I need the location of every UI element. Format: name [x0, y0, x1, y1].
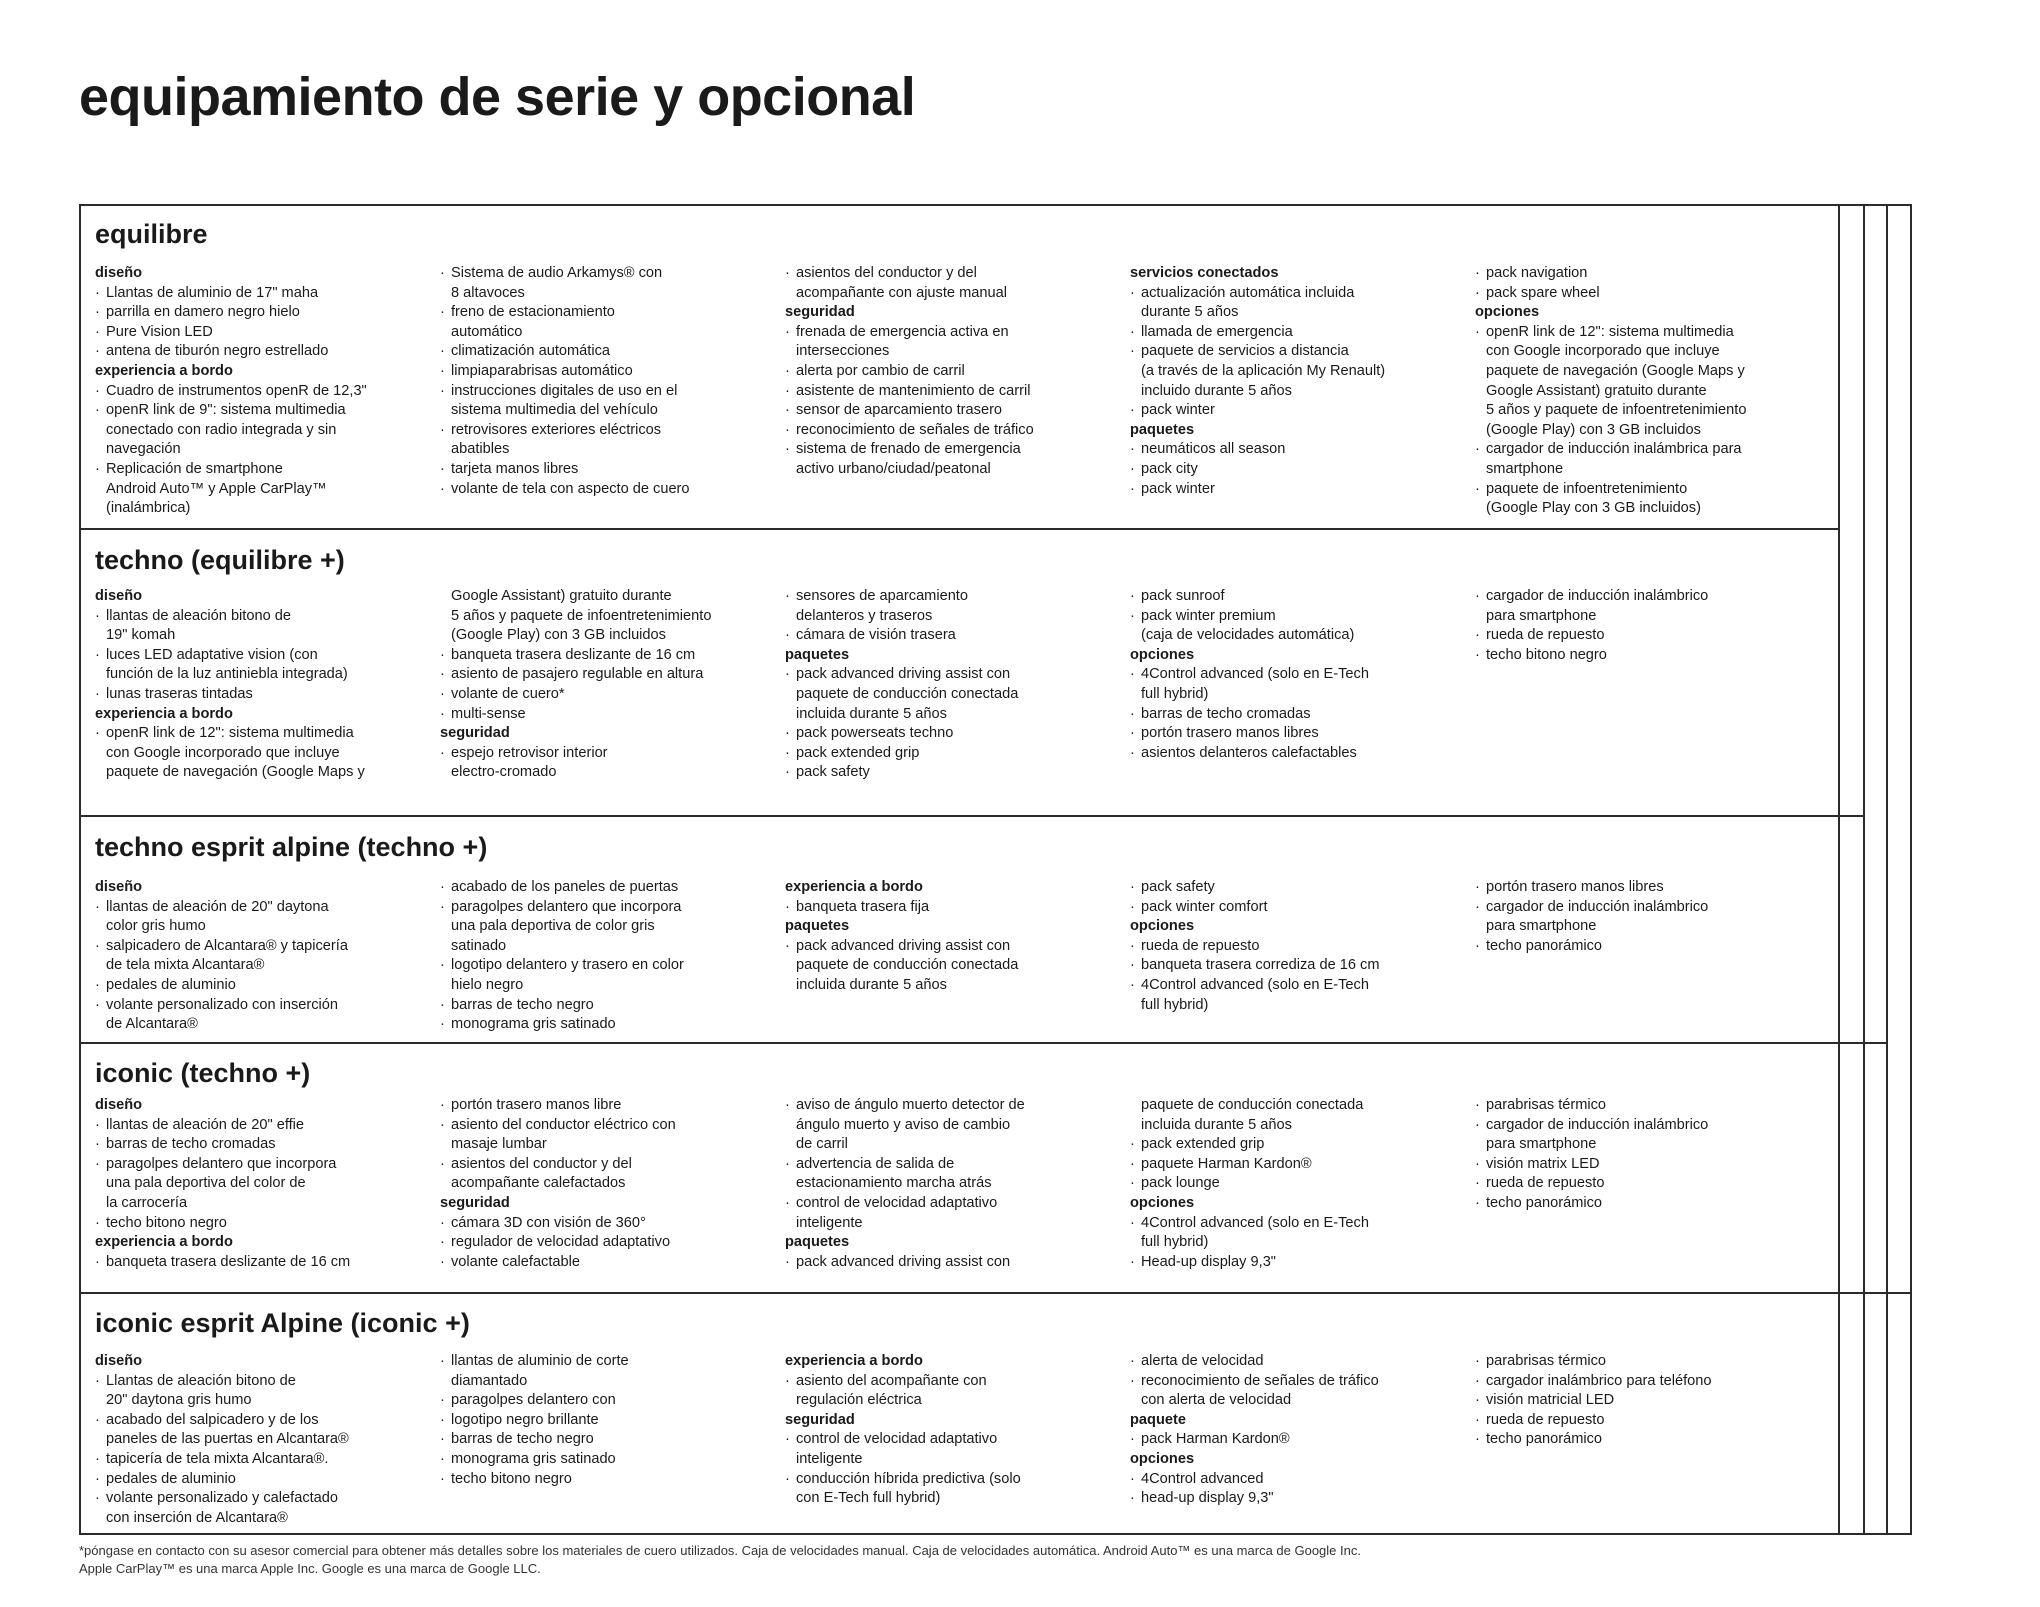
feature-item: · reconocimiento de señales de tráfico con alerta de velocidad	[1130, 1372, 1450, 1411]
feature-item: · actualización automática incluida durante 5 años	[1130, 284, 1450, 323]
feature-item: · pack winter comfort	[1130, 898, 1450, 918]
category-heading: experiencia a bordo	[785, 879, 923, 895]
divider-equilibre	[79, 528, 1840, 530]
divider-techno	[79, 815, 1865, 817]
feature-item: · barras de techo negro	[440, 1430, 760, 1450]
feature-item: · espejo retrovisor interior electro-cromado	[440, 744, 760, 783]
feature-item: · llantas de aleación de 20" daytona color gris humo	[95, 898, 415, 937]
feature-item: · Pure Vision LED	[95, 323, 415, 343]
feature-item: · asiento del acompañante con regulación eléctrica	[785, 1372, 1105, 1411]
feature-item: paquete de conducción conectada incluida durante 5 años	[1141, 1097, 1364, 1133]
footnote	[79, 1542, 1839, 1578]
feature-item: · paragolpes delantero que incorpora una pala deportiva del color de la carrocería	[95, 1155, 415, 1214]
feature-item: · asistente de mantenimiento de carril	[785, 382, 1105, 402]
feature-item: · techo bitono negro	[1475, 646, 1795, 666]
feature-item: · openR link de 12": sistema multimedia con Google incorporado que incluye paquete de navegación (Google Maps y Google Assistant) gratuito durante 5 años y paquete de infoentretenimiento (Google Play) con 3 GB incluidos	[1475, 323, 1795, 441]
feature-item: · retrovisores exteriores eléctricos abatibles	[440, 421, 760, 460]
feature-item: · openR link de 12": sistema multimedia con Google incorporado que incluye paquete de navegación (Google Maps y	[95, 724, 415, 783]
feature-item: · cargador de inducción inalámbrico para smartphone	[1475, 898, 1795, 937]
feature-item: · logotipo negro brillante	[440, 1411, 760, 1431]
feature-item: · parabrisas térmico	[1475, 1352, 1795, 1372]
feature-item: · asiento de pasajero regulable en altura	[440, 665, 760, 685]
feature-column	[1475, 878, 1795, 956]
feature-item: · aviso de ángulo muerto detector de ángulo muerto y aviso de cambio de carril	[785, 1096, 1105, 1155]
feature-item: · cámara 3D con visión de 360°	[440, 1214, 760, 1234]
feature-item: · limpiaparabrisas automático	[440, 362, 760, 382]
feature-item: · 4Control advanced (solo en E-Tech full hybrid)	[1130, 976, 1450, 1015]
feature-column	[95, 1096, 415, 1272]
category-heading: diseño	[95, 1353, 143, 1369]
feature-column	[785, 878, 1105, 996]
feature-item: · pack powerseats techno	[785, 724, 1105, 744]
category-heading: experiencia a bordo	[95, 1234, 233, 1251]
feature-column	[1475, 1352, 1795, 1450]
feature-item: · head-up display 9,3"	[1130, 1489, 1450, 1509]
feature-item: · multi-sense	[440, 705, 760, 725]
feature-item: · control de velocidad adaptativo inteligente	[785, 1194, 1105, 1233]
category-heading: paquetes	[785, 1234, 850, 1251]
feature-item: · instrucciones digitales de uso en el sistema multimedia del vehículo	[440, 382, 760, 421]
feature-item: · techo bitono negro	[440, 1470, 760, 1490]
feature-column	[1130, 878, 1450, 1015]
feature-item: · techo panorámico	[1475, 937, 1795, 957]
feature-item: · pack extended grip	[1130, 1135, 1450, 1155]
feature-item: · barras de techo cromadas	[95, 1135, 415, 1155]
category-heading: diseño	[95, 588, 143, 604]
feature-item: · portón trasero manos libre	[440, 1096, 760, 1116]
category-heading: opciones	[1130, 1194, 1195, 1211]
feature-item: · paragolpes delantero con	[440, 1391, 760, 1411]
feature-item: · cámara de visión trasera	[785, 626, 1105, 646]
feature-item: · acabado de los paneles de puertas	[440, 878, 760, 898]
category-heading: servicios conectados	[1130, 265, 1279, 281]
category-heading: seguridad	[440, 1194, 510, 1211]
feature-item: · paquete de infoentretenimiento (Google Play con 3 GB incluidos)	[1475, 480, 1795, 519]
feature-item: · logotipo delantero y trasero en color hielo negro	[440, 956, 760, 995]
feature-item: · Sistema de audio Arkamys® con 8 altavoces	[440, 264, 760, 303]
feature-item: · paragolpes delantero que incorpora una pala deportiva de color gris satinado	[440, 898, 760, 957]
feature-item: · visión matricial LED	[1475, 1391, 1795, 1411]
feature-column	[785, 1352, 1105, 1509]
feature-item: · pack lounge	[1130, 1174, 1450, 1194]
category-heading: paquetes	[1130, 421, 1195, 438]
feature-column	[1130, 587, 1450, 763]
category-heading: seguridad	[440, 725, 510, 742]
category-heading: paquetes	[785, 646, 850, 663]
section-title-techno-esprit-alpine: techno esprit alpine (techno +)	[95, 832, 488, 862]
feature-item: · volante personalizado con inserción de Alcantara®	[95, 996, 415, 1035]
feature-column	[1475, 264, 1795, 519]
feature-item: · 4Control advanced	[1130, 1470, 1450, 1490]
footnote-line: *póngase en contacto con su asesor comercial para obtener más detalles sobre los materiales de cuero utilizados. Caja de velocidades manual. Caja de velocidades automática. Android Auto™ es una marca de Google Inc.	[79, 1543, 1361, 1558]
feature-item: · volante de cuero*	[440, 685, 760, 705]
category-heading: opciones	[1130, 918, 1195, 935]
feature-item: · cargador de inducción inalámbrica para smartphone	[1475, 440, 1795, 479]
feature-item: · paquete de servicios a distancia (a través de la aplicación My Renault) incluido durante 5 años	[1130, 342, 1450, 401]
feature-item: · openR link de 9": sistema multimedia conectado con radio integrada y sin navegación	[95, 401, 415, 460]
feature-column	[95, 587, 415, 783]
feature-column	[95, 264, 415, 519]
feature-column	[95, 878, 415, 1035]
feature-item: · llamada de emergencia	[1130, 323, 1450, 343]
feature-item: · barras de techo negro	[440, 996, 760, 1016]
feature-item: · frenada de emergencia activa en intersecciones	[785, 323, 1105, 362]
feature-item: · cargador de inducción inalámbrico para smartphone	[1475, 1116, 1795, 1155]
feature-column	[1130, 1352, 1450, 1509]
feature-item: · barras de techo cromadas	[1130, 705, 1450, 725]
page-title: equipamiento de serie y opcional	[79, 67, 916, 127]
feature-item: · climatización automática	[440, 342, 760, 362]
category-heading: seguridad	[785, 304, 855, 321]
feature-item: · techo panorámico	[1475, 1430, 1795, 1450]
feature-item: · portón trasero manos libres	[1475, 878, 1795, 898]
feature-item: · techo bitono negro	[95, 1214, 415, 1234]
feature-item: · cargador inalámbrico para teléfono	[1475, 1372, 1795, 1392]
category-heading: diseño	[95, 879, 143, 895]
category-heading: seguridad	[785, 1411, 855, 1428]
footnote-line: Apple CarPlay™ es una marca Apple Inc. Google es una marca de Google LLC.	[79, 1561, 541, 1576]
feature-item: · pack winter	[1130, 480, 1450, 500]
feature-item: · pack navigation	[1475, 264, 1795, 284]
feature-item: · pack spare wheel	[1475, 284, 1795, 304]
feature-item: · conducción híbrida predictiva (solo con E-Tech full hybrid)	[785, 1470, 1105, 1509]
feature-item: · paquete Harman Kardon®	[1130, 1155, 1450, 1175]
feature-item: · control de velocidad adaptativo inteligente	[785, 1430, 1105, 1469]
feature-item: · pack advanced driving assist con paquete de conducción conectada incluida durante 5 años	[785, 937, 1105, 996]
section-title-iconic-esprit-alpine: iconic esprit Alpine (iconic +)	[95, 1308, 470, 1338]
category-heading: experiencia a bordo	[95, 705, 233, 722]
feature-item: · volante de tela con aspecto de cuero	[440, 480, 760, 500]
feature-column	[1475, 1096, 1795, 1214]
category-heading: opciones	[1130, 1450, 1195, 1467]
feature-item: · Replicación de smartphone Android Auto™ y Apple CarPlay™ (inalámbrica)	[95, 460, 415, 519]
feature-item: · rueda de repuesto	[1130, 937, 1450, 957]
feature-item: · cargador de inducción inalámbrico para smartphone	[1475, 587, 1795, 626]
feature-item: · lunas traseras tintadas	[95, 685, 415, 705]
feature-column	[95, 1352, 415, 1528]
feature-item: · volante calefactable	[440, 1253, 760, 1273]
feature-column	[440, 1096, 760, 1272]
feature-item: · pedales de aluminio	[95, 976, 415, 996]
feature-item: Google Assistant) gratuito durante 5 años y paquete de infoentretenimiento (Google Play) con 3 GB incluidos	[451, 588, 712, 644]
feature-item: · neumáticos all season	[1130, 440, 1450, 460]
feature-column	[785, 587, 1105, 783]
category-heading: experiencia a bordo	[95, 362, 233, 379]
feature-item: · banqueta trasera deslizante de 16 cm	[95, 1253, 415, 1273]
feature-item: · acabado del salpicadero y de los paneles de las puertas en Alcantara®	[95, 1411, 415, 1450]
feature-item: · 4Control advanced (solo en E-Tech full hybrid)	[1130, 1214, 1450, 1253]
feature-column	[1130, 264, 1450, 499]
divider-iconic	[79, 1292, 1912, 1294]
feature-item: · visión matrix LED	[1475, 1155, 1795, 1175]
feature-item: · Head-up display 9,3"	[1130, 1253, 1450, 1273]
feature-item: · pack city	[1130, 460, 1450, 480]
feature-item: · asiento del conductor eléctrico con masaje lumbar	[440, 1116, 760, 1155]
feature-item: · reconocimiento de señales de tráfico	[785, 421, 1105, 441]
feature-item: · tapicería de tela mixta Alcantara®.	[95, 1450, 415, 1470]
category-heading: paquetes	[785, 918, 850, 935]
category-heading: experiencia a bordo	[785, 1353, 923, 1369]
feature-item: · pedales de aluminio	[95, 1470, 415, 1490]
feature-item: · llantas de aleación de 20" effie	[95, 1116, 415, 1136]
feature-column	[785, 264, 1105, 480]
feature-item: · Cuadro de instrumentos openR de 12,3"	[95, 382, 415, 402]
feature-item: · monograma gris satinado	[440, 1450, 760, 1470]
feature-item: · sistema de frenado de emergencia activo urbano/ciudad/peatonal	[785, 440, 1105, 479]
section-title-iconic: iconic (techno +)	[95, 1058, 311, 1088]
category-heading: diseño	[95, 265, 143, 281]
feature-item: · Llantas de aleación bitono de 20" daytona gris humo	[95, 1372, 415, 1411]
feature-item: · luces LED adaptative vision (con función de la luz antiniebla integrada)	[95, 646, 415, 685]
feature-column	[440, 587, 760, 783]
feature-item: · tarjeta manos libres	[440, 460, 760, 480]
feature-item: · 4Control advanced (solo en E-Tech full hybrid)	[1130, 665, 1450, 704]
feature-item: · advertencia de salida de estacionamiento marcha atrás	[785, 1155, 1105, 1194]
feature-item: · pack safety	[1130, 878, 1450, 898]
feature-item: · pack winter	[1130, 401, 1450, 421]
feature-item: · parabrisas térmico	[1475, 1096, 1795, 1116]
feature-item: · rueda de repuesto	[1475, 1411, 1795, 1431]
feature-item: · rueda de repuesto	[1475, 1174, 1795, 1194]
feature-item: · banqueta trasera deslizante de 16 cm	[440, 646, 760, 666]
feature-item: · alerta por cambio de carril	[785, 362, 1105, 382]
feature-item: · parrilla en damero negro hielo	[95, 303, 415, 323]
feature-column	[440, 264, 760, 499]
feature-item: · alerta de velocidad	[1130, 1352, 1450, 1372]
feature-column	[1475, 587, 1795, 665]
feature-item: · salpicadero de Alcantara® y tapicería de tela mixta Alcantara®	[95, 937, 415, 976]
feature-item: · sensor de aparcamiento trasero	[785, 401, 1105, 421]
category-heading: paquete	[1130, 1411, 1186, 1428]
divider-techno-esprit-alpine	[79, 1042, 1888, 1044]
feature-item: · banqueta trasera corrediza de 16 cm	[1130, 956, 1450, 976]
feature-item: · asientos delanteros calefactables	[1130, 744, 1450, 764]
feature-item: · freno de estacionamiento automático	[440, 303, 760, 342]
category-heading: diseño	[95, 1097, 143, 1113]
feature-item: · pack sunroof	[1130, 587, 1450, 607]
category-heading: opciones	[1475, 304, 1540, 321]
feature-item: · regulador de velocidad adaptativo	[440, 1233, 760, 1253]
feature-item: · techo panorámico	[1475, 1194, 1795, 1214]
feature-column	[785, 1096, 1105, 1272]
feature-item: · portón trasero manos libres	[1130, 724, 1450, 744]
feature-item: · pack safety	[785, 763, 1105, 783]
section-title-equilibre: equilibre	[95, 219, 208, 249]
category-heading: opciones	[1130, 646, 1195, 663]
section-title-techno: techno (equilibre +)	[95, 545, 345, 575]
feature-item: · antena de tiburón negro estrellado	[95, 342, 415, 362]
feature-item: · banqueta trasera fija	[785, 898, 1105, 918]
feature-item: · pack advanced driving assist con	[785, 1253, 1105, 1273]
feature-item: · Llantas de aluminio de 17" maha	[95, 284, 415, 304]
feature-item: · pack advanced driving assist con paquete de conducción conectada incluida durante 5 años	[785, 665, 1105, 724]
feature-item: · llantas de aluminio de corte diamantado	[440, 1352, 760, 1391]
feature-column	[1130, 1096, 1450, 1272]
feature-item: · pack winter premium (caja de velocidades automática)	[1130, 607, 1450, 646]
feature-item: · asientos del conductor y del acompañante con ajuste manual	[785, 264, 1105, 303]
feature-item: · rueda de repuesto	[1475, 626, 1795, 646]
feature-item: · pack Harman Kardon®	[1130, 1430, 1450, 1450]
feature-item: · pack extended grip	[785, 744, 1105, 764]
feature-column	[440, 1352, 760, 1489]
feature-item: · volante personalizado y calefactado con inserción de Alcantara®	[95, 1489, 415, 1528]
feature-item: · sensores de aparcamiento delanteros y traseros	[785, 587, 1105, 626]
feature-item: · monograma gris satinado	[440, 1015, 760, 1035]
feature-item: · llantas de aleación bitono de 19" komah	[95, 607, 415, 646]
feature-item: · asientos del conductor y del acompañante calefactados	[440, 1155, 760, 1194]
feature-column	[440, 878, 760, 1035]
